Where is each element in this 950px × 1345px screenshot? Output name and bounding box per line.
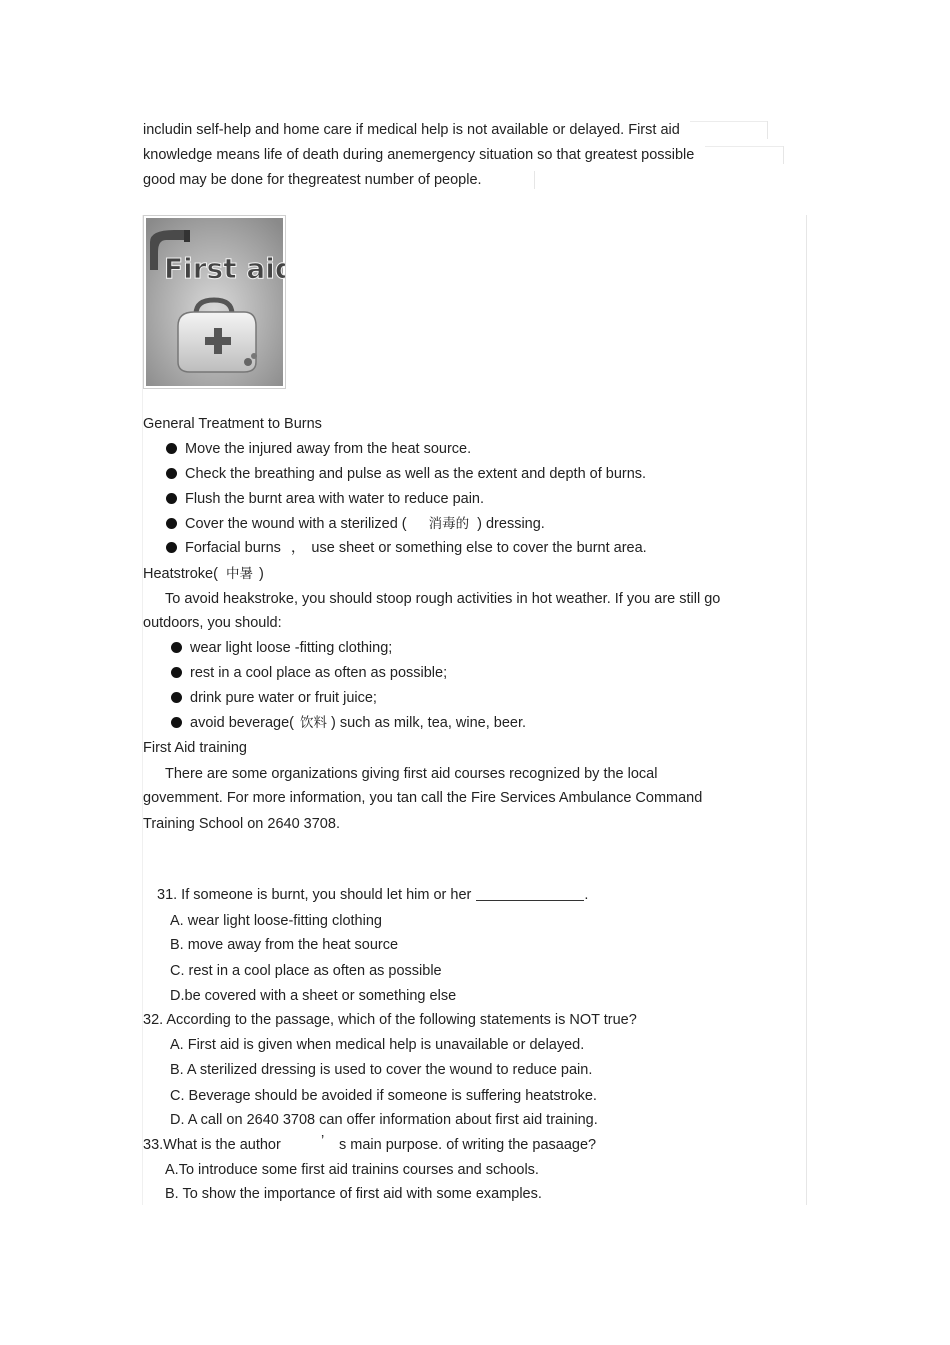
option: B. A sterilized dressing is used to cover the wound to reduce pain. <box>170 1062 593 1078</box>
bullet-icon <box>166 493 177 504</box>
question-32: 32. According to the passage, which of the following statements is NOT true? <box>143 1012 637 1028</box>
option: C. Beverage should be avoided if someone is suffering heatstroke. <box>170 1088 597 1104</box>
bullet-icon <box>171 692 182 703</box>
list-item: Forfacial burns ， use sheet or something else to cover the burnt area. <box>166 538 647 558</box>
paragraph-line: Training School on 2640 3708. <box>143 816 340 832</box>
list-item: avoid beverage( 饮料 ) such as milk, tea, wine, beer. <box>171 713 526 733</box>
question-31: 31. If someone is burnt, you should let him or her . <box>157 887 589 903</box>
option: D.be covered with a sheet or something else <box>170 988 457 1004</box>
option: B. move away from the heat source <box>170 937 399 953</box>
list-item: Move the injured away from the heat source. <box>166 439 471 459</box>
intro-line: good may be done for thegreatest number of people. <box>143 172 482 188</box>
scan-mark <box>705 146 783 147</box>
section-heading-heatstroke: Heatstroke( 中暑 ) <box>143 566 264 582</box>
option: A.To introduce some first aid trainins courses and schools. <box>165 1162 539 1178</box>
bullet-icon <box>166 468 177 479</box>
bullet-icon <box>171 717 182 728</box>
scan-mark <box>767 121 768 139</box>
bullet-icon <box>166 443 177 454</box>
list-item: wear light loose -fitting clothing; <box>171 638 392 658</box>
answer-blank <box>476 886 584 901</box>
section-heading-burns: General Treatment to Burns <box>143 416 322 432</box>
intro-line: includin self-help and home care if medical help is not available or delayed. First aid <box>143 122 680 138</box>
paragraph-line: There are some organizations giving first aid courses recognized by the local <box>165 766 658 782</box>
first-aid-kit-icon <box>144 216 285 388</box>
option: A. wear light loose-fitting clothing <box>170 913 382 929</box>
question-33: 33.What is the author <box>143 1137 281 1153</box>
bullet-icon <box>171 667 182 678</box>
intro-line: knowledge means life of death during anemergency situation so that greatest possible <box>143 147 695 163</box>
question-33-cont: s main purpose. of writing the pasaage? <box>339 1137 597 1153</box>
scan-mark <box>534 171 535 189</box>
list-item: Flush the burnt area with water to reduce pain. <box>166 489 484 509</box>
first-aid-image <box>143 215 286 389</box>
bullet-icon <box>171 642 182 653</box>
list-item: Check the breathing and pulse as well as the extent and depth of burns. <box>166 464 646 484</box>
list-item: drink pure water or fruit juice; <box>171 688 377 708</box>
paragraph-line: govemment. For more information, you tan call the Fire Services Ambulance Command <box>143 790 703 806</box>
scan-edge-right <box>806 215 807 1205</box>
bullet-icon <box>166 518 177 529</box>
scan-mark <box>690 121 767 122</box>
question-33-apostrophe: ’ <box>321 1133 325 1149</box>
svg-text:First aid: First aid <box>164 252 285 285</box>
option: C. rest in a cool place as often as possible <box>170 963 442 979</box>
list-item: Cover the wound with a sterilized ( 消毒的 ) dressing. <box>166 514 545 534</box>
scan-mark <box>783 146 784 164</box>
option: A. First aid is given when medical help is unavailable or delayed. <box>170 1037 585 1053</box>
option: D. A call on 2640 3708 can offer information about first aid training. <box>170 1112 598 1128</box>
list-item: rest in a cool place as often as possible; <box>171 663 447 683</box>
paragraph-line: To avoid heakstroke, you should stoop rough activities in hot weather. If you are still go <box>165 591 721 607</box>
section-heading-training: First Aid training <box>143 740 247 756</box>
paragraph-line: outdoors, you should: <box>143 615 282 631</box>
option: B. To show the importance of first aid with some examples. <box>165 1186 542 1202</box>
bullet-icon <box>166 542 177 553</box>
